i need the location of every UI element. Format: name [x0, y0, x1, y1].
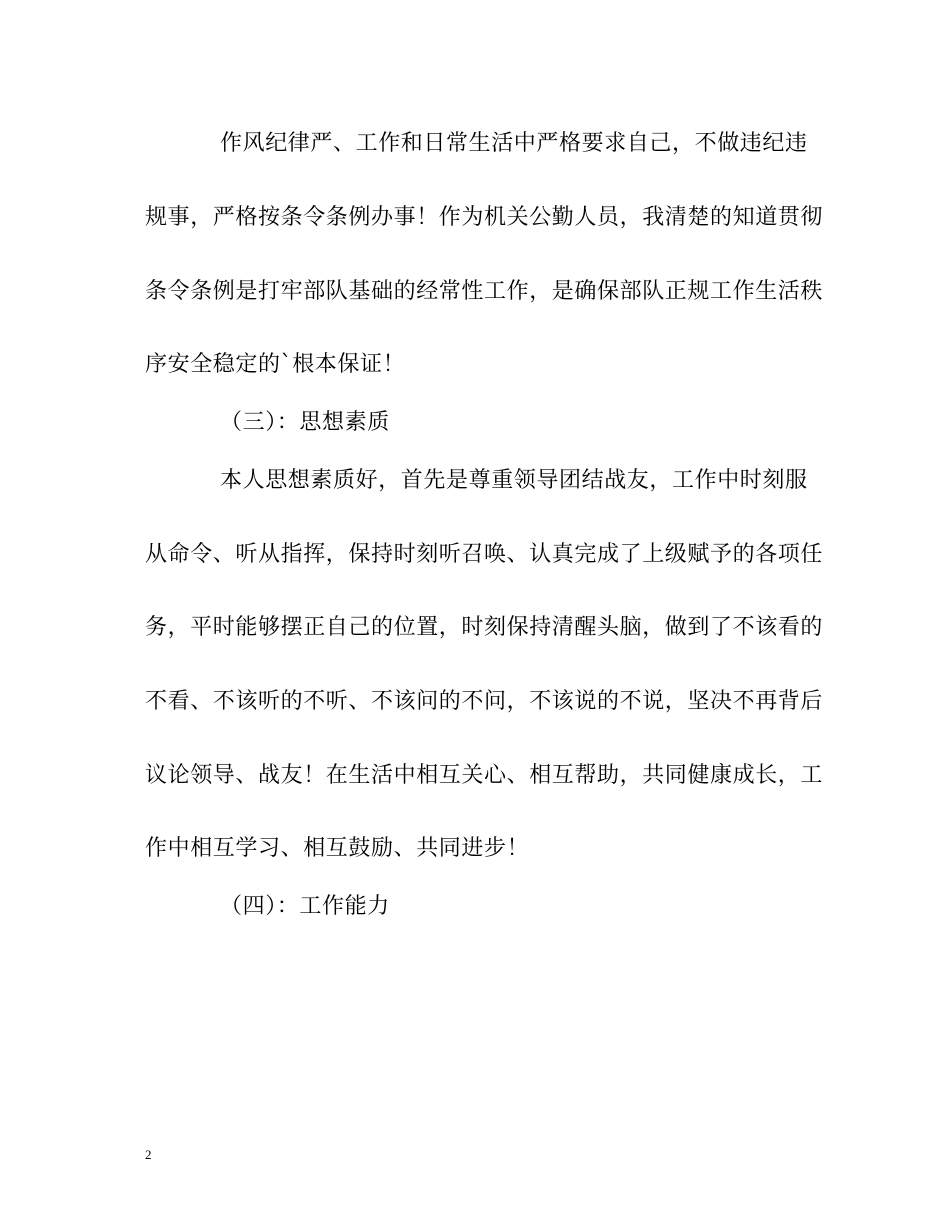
paragraph-1-line-4: 序安全稳定的`根本保证！: [145, 352, 406, 377]
paragraph-2-line-2: 从命令、听从指挥，保持时刻听召唤、认真完成了上级赋予的各项任: [145, 542, 824, 567]
paragraph-2-line-6: 作中相互学习、相互鼓励、共同进步！: [145, 836, 530, 861]
paragraph-2-line-1: 本人思想素质好，首先是尊重领导团结战友，工作中时刻服: [220, 468, 808, 493]
section-heading-3: （三）：思想素质: [220, 410, 390, 435]
paragraph-2-line-5: 议论领导、战友！在生活中相互关心、相互帮助，共同健康成长，工: [145, 763, 824, 788]
paragraph-1-line-1: 作风纪律严、工作和日常生活中严格要求自己，不做违纪违: [220, 131, 808, 156]
page-number: 2: [145, 1147, 152, 1162]
paragraph-2-line-3: 务，平时能够摆正自己的位置，时刻保持清醒头脑，做到了不该看的: [145, 615, 824, 640]
section-heading-4: （四）：工作能力: [220, 894, 390, 919]
paragraph-2-line-4: 不看、不该听的不听、不该问的不问，不该说的不说，坚决不再背后: [145, 689, 824, 714]
paragraph-1-line-2: 规事，严格按条令条例办事！作为机关公勤人员，我清楚的知道贯彻: [145, 205, 824, 230]
paragraph-1-line-3: 条令条例是打牢部队基础的经常性工作，是确保部队正规工作生活秩: [145, 279, 824, 304]
